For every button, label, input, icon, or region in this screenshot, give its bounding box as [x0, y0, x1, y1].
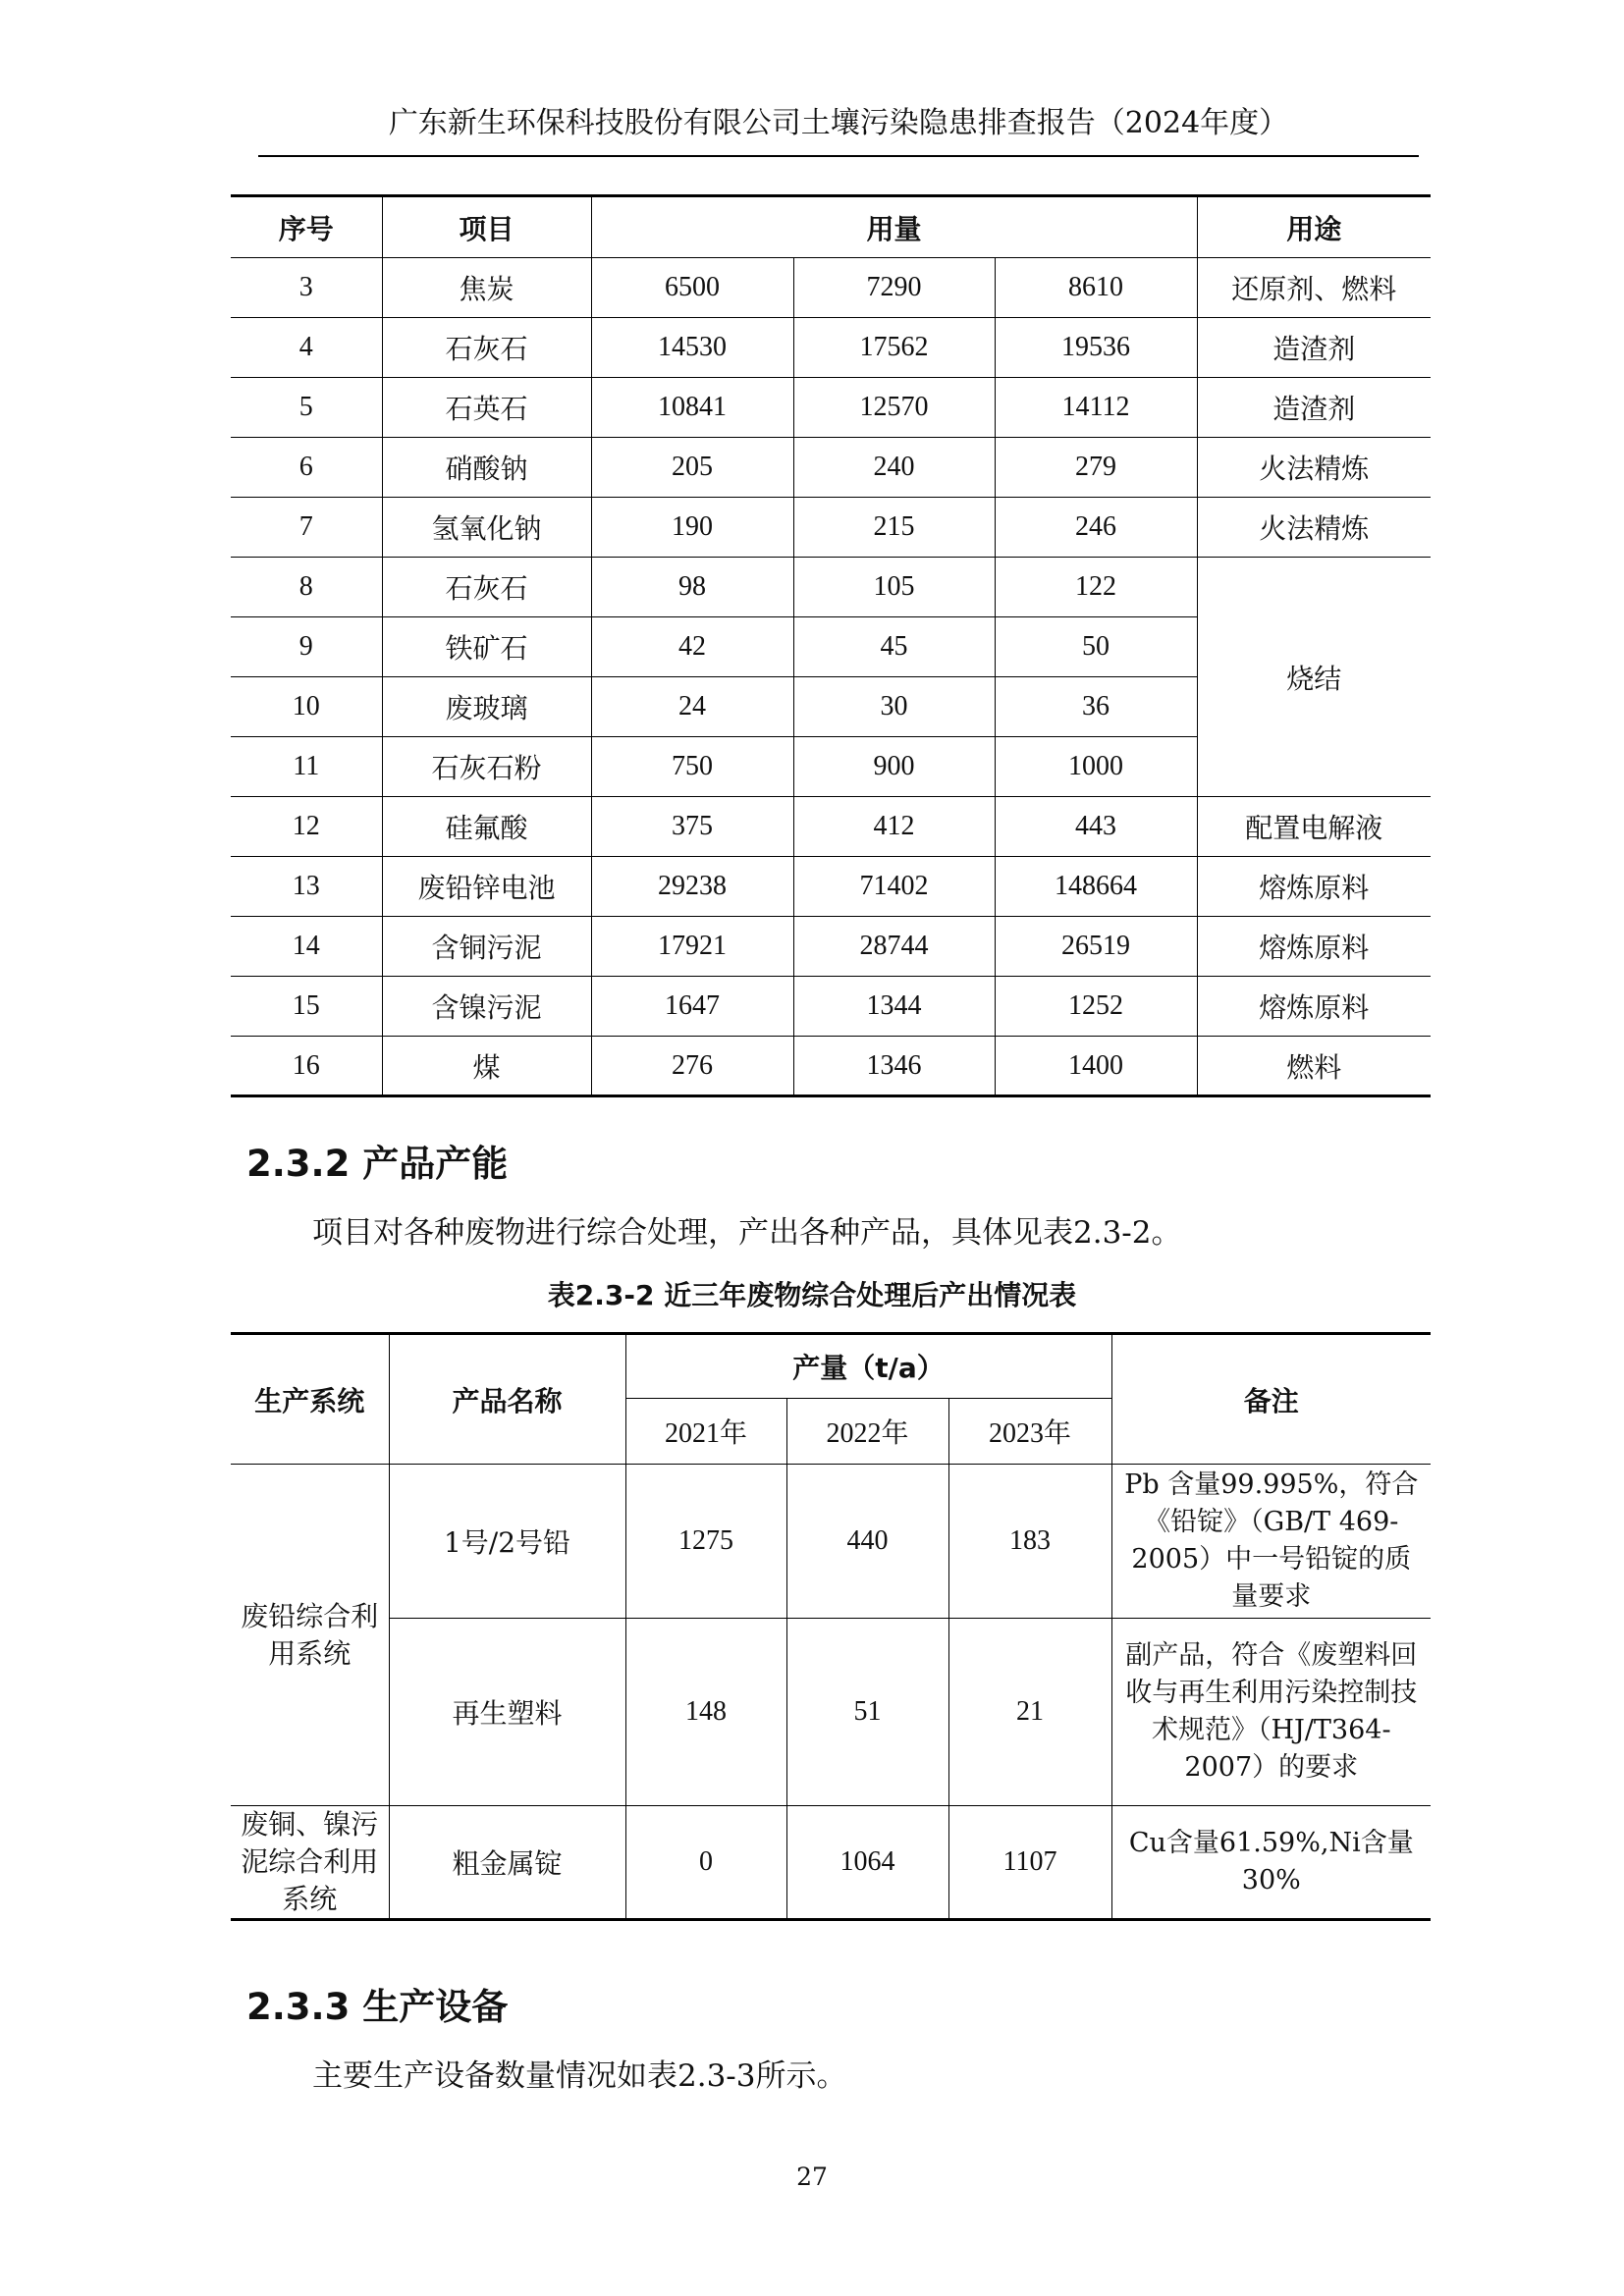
table-header-row	[231, 1334, 1431, 1399]
cell-purpose: 烧结	[1197, 558, 1431, 797]
cell-item: 石灰石	[382, 318, 591, 378]
page-header	[258, 106, 1419, 157]
cell-value: 215	[793, 498, 995, 558]
cell-no: 6	[231, 438, 382, 498]
cell-value: 71402	[793, 857, 995, 917]
cell-value: 105	[793, 558, 995, 617]
cell-value: 17562	[793, 318, 995, 378]
table-row	[231, 438, 1431, 498]
cell-remark: Cu含量61.59%,Ni含量30%	[1111, 1806, 1431, 1920]
cell-value: 900	[793, 737, 995, 797]
cell-item: 铁矿石	[382, 617, 591, 677]
cell-value: 750	[591, 737, 793, 797]
cell-no: 14	[231, 917, 382, 977]
cell-value: 190	[591, 498, 793, 558]
col-header-usage: 用量	[591, 196, 1197, 258]
table-row	[231, 378, 1431, 438]
col-header-output: 产量（t/a）	[625, 1334, 1111, 1399]
cell-no: 9	[231, 617, 382, 677]
cell-value: 50	[995, 617, 1197, 677]
cell-item: 废铅锌电池	[382, 857, 591, 917]
cell-value: 28744	[793, 917, 995, 977]
section-heading-2-3-2: 2.3.2 产品产能	[246, 1143, 509, 1185]
cell-purpose: 火法精炼	[1197, 438, 1431, 498]
cell-no: 13	[231, 857, 382, 917]
cell-purpose: 造渣剂	[1197, 378, 1431, 438]
cell-item: 石灰石	[382, 558, 591, 617]
table-row	[231, 498, 1431, 558]
col-header-2023: 2023年	[948, 1399, 1111, 1465]
table-row	[231, 258, 1431, 318]
page-number: 27	[796, 2163, 828, 2191]
cell-value: 24	[591, 677, 793, 737]
cell-value: 240	[793, 438, 995, 498]
cell-value: 1647	[591, 977, 793, 1037]
cell-value: 440	[786, 1465, 948, 1619]
cell-no: 12	[231, 797, 382, 857]
cell-item: 含铜污泥	[382, 917, 591, 977]
cell-item: 石英石	[382, 378, 591, 438]
cell-value: 29238	[591, 857, 793, 917]
cell-value: 12570	[793, 378, 995, 438]
col-header-product: 产品名称	[389, 1334, 625, 1465]
cell-value: 375	[591, 797, 793, 857]
table-row	[231, 977, 1431, 1037]
cell-value: 17921	[591, 917, 793, 977]
products-output-table	[231, 1332, 1431, 1921]
cell-value: 1400	[995, 1037, 1197, 1096]
cell-value: 19536	[995, 318, 1197, 378]
cell-product: 再生塑料	[389, 1619, 625, 1806]
cell-remark: 副产品，符合《废塑料回收与再生利用污染控制技术规范》（HJ/T364-2007）的要求	[1111, 1619, 1431, 1806]
cell-no: 8	[231, 558, 382, 617]
col-header-no: 序号	[231, 196, 382, 258]
cell-value: 45	[793, 617, 995, 677]
col-header-item: 项目	[382, 196, 591, 258]
cell-purpose: 熔炼原料	[1197, 857, 1431, 917]
col-header-purpose: 用途	[1197, 196, 1431, 258]
table-row	[231, 1806, 1431, 1920]
cell-value: 14112	[995, 378, 1197, 438]
cell-value: 51	[786, 1619, 948, 1806]
cell-value: 6500	[591, 258, 793, 318]
table-row	[231, 857, 1431, 917]
cell-value: 205	[591, 438, 793, 498]
cell-value: 279	[995, 438, 1197, 498]
cell-value: 10841	[591, 378, 793, 438]
col-header-remark: 备注	[1111, 1334, 1431, 1465]
cell-no: 10	[231, 677, 382, 737]
cell-value: 7290	[793, 258, 995, 318]
cell-item: 氢氧化钠	[382, 498, 591, 558]
table-caption: 表2.3-2 近三年废物综合处理后产出情况表	[547, 1279, 1077, 1311]
cell-value: 1344	[793, 977, 995, 1037]
section-heading-2-3-3: 2.3.3 生产设备	[246, 1986, 509, 2028]
cell-item: 含镍污泥	[382, 977, 591, 1037]
table-header-row	[231, 196, 1431, 258]
cell-purpose: 熔炼原料	[1197, 917, 1431, 977]
table-row	[231, 1465, 1431, 1619]
table-row	[231, 1619, 1431, 1806]
cell-value: 0	[625, 1806, 786, 1920]
cell-value: 1000	[995, 737, 1197, 797]
cell-value: 1064	[786, 1806, 948, 1920]
cell-value: 246	[995, 498, 1197, 558]
cell-purpose: 还原剂、燃料	[1197, 258, 1431, 318]
table-row	[231, 1037, 1431, 1096]
cell-system: 废铅综合利用系统	[231, 1465, 389, 1806]
cell-value: 1346	[793, 1037, 995, 1096]
materials-usage-table	[231, 194, 1431, 1097]
cell-product: 粗金属锭	[389, 1806, 625, 1920]
col-header-system: 生产系统	[231, 1334, 389, 1465]
cell-item: 废玻璃	[382, 677, 591, 737]
cell-item: 煤	[382, 1037, 591, 1096]
col-header-2022: 2022年	[786, 1399, 948, 1465]
cell-value: 183	[948, 1465, 1111, 1619]
cell-value: 1275	[625, 1465, 786, 1619]
cell-product: 1号/2号铅	[389, 1465, 625, 1619]
cell-value: 1252	[995, 977, 1197, 1037]
cell-purpose: 造渣剂	[1197, 318, 1431, 378]
table-row	[231, 917, 1431, 977]
cell-value: 276	[591, 1037, 793, 1096]
cell-purpose: 燃料	[1197, 1037, 1431, 1096]
cell-value: 8610	[995, 258, 1197, 318]
cell-value: 14530	[591, 318, 793, 378]
cell-purpose: 火法精炼	[1197, 498, 1431, 558]
cell-purpose: 配置电解液	[1197, 797, 1431, 857]
col-header-2021: 2021年	[625, 1399, 786, 1465]
cell-value: 36	[995, 677, 1197, 737]
cell-no: 15	[231, 977, 382, 1037]
cell-value: 21	[948, 1619, 1111, 1806]
table-row	[231, 797, 1431, 857]
cell-value: 42	[591, 617, 793, 677]
cell-value: 443	[995, 797, 1197, 857]
cell-item: 硅氟酸	[382, 797, 591, 857]
cell-no: 7	[231, 498, 382, 558]
cell-item: 石灰石粉	[382, 737, 591, 797]
section-paragraph: 主要生产设备数量情况如表2.3-3所示。	[312, 2058, 847, 2094]
cell-purpose: 熔炼原料	[1197, 977, 1431, 1037]
cell-no: 3	[231, 258, 382, 318]
cell-remark: Pb 含量99.995%，符合《铅锭》（GB/T 469-2005）中一号铅锭的质量要求	[1111, 1465, 1431, 1619]
cell-no: 5	[231, 378, 382, 438]
table-row	[231, 318, 1431, 378]
cell-value: 148	[625, 1619, 786, 1806]
cell-value: 412	[793, 797, 995, 857]
cell-item: 硝酸钠	[382, 438, 591, 498]
cell-value: 1107	[948, 1806, 1111, 1920]
cell-value: 148664	[995, 857, 1197, 917]
cell-no: 11	[231, 737, 382, 797]
cell-item: 焦炭	[382, 258, 591, 318]
cell-value: 26519	[995, 917, 1197, 977]
cell-system: 废铜、镍污泥综合利用系统	[231, 1806, 389, 1920]
cell-no: 16	[231, 1037, 382, 1096]
cell-value: 122	[995, 558, 1197, 617]
cell-value: 30	[793, 677, 995, 737]
section-paragraph: 项目对各种废物进行综合处理，产出各种产品，具体见表2.3-2。	[312, 1215, 1182, 1251]
cell-value: 98	[591, 558, 793, 617]
cell-no: 4	[231, 318, 382, 378]
table-row	[231, 558, 1431, 617]
report-title: 广东新生环保科技股份有限公司土壤污染隐患排查报告（2024年度）	[388, 106, 1289, 140]
